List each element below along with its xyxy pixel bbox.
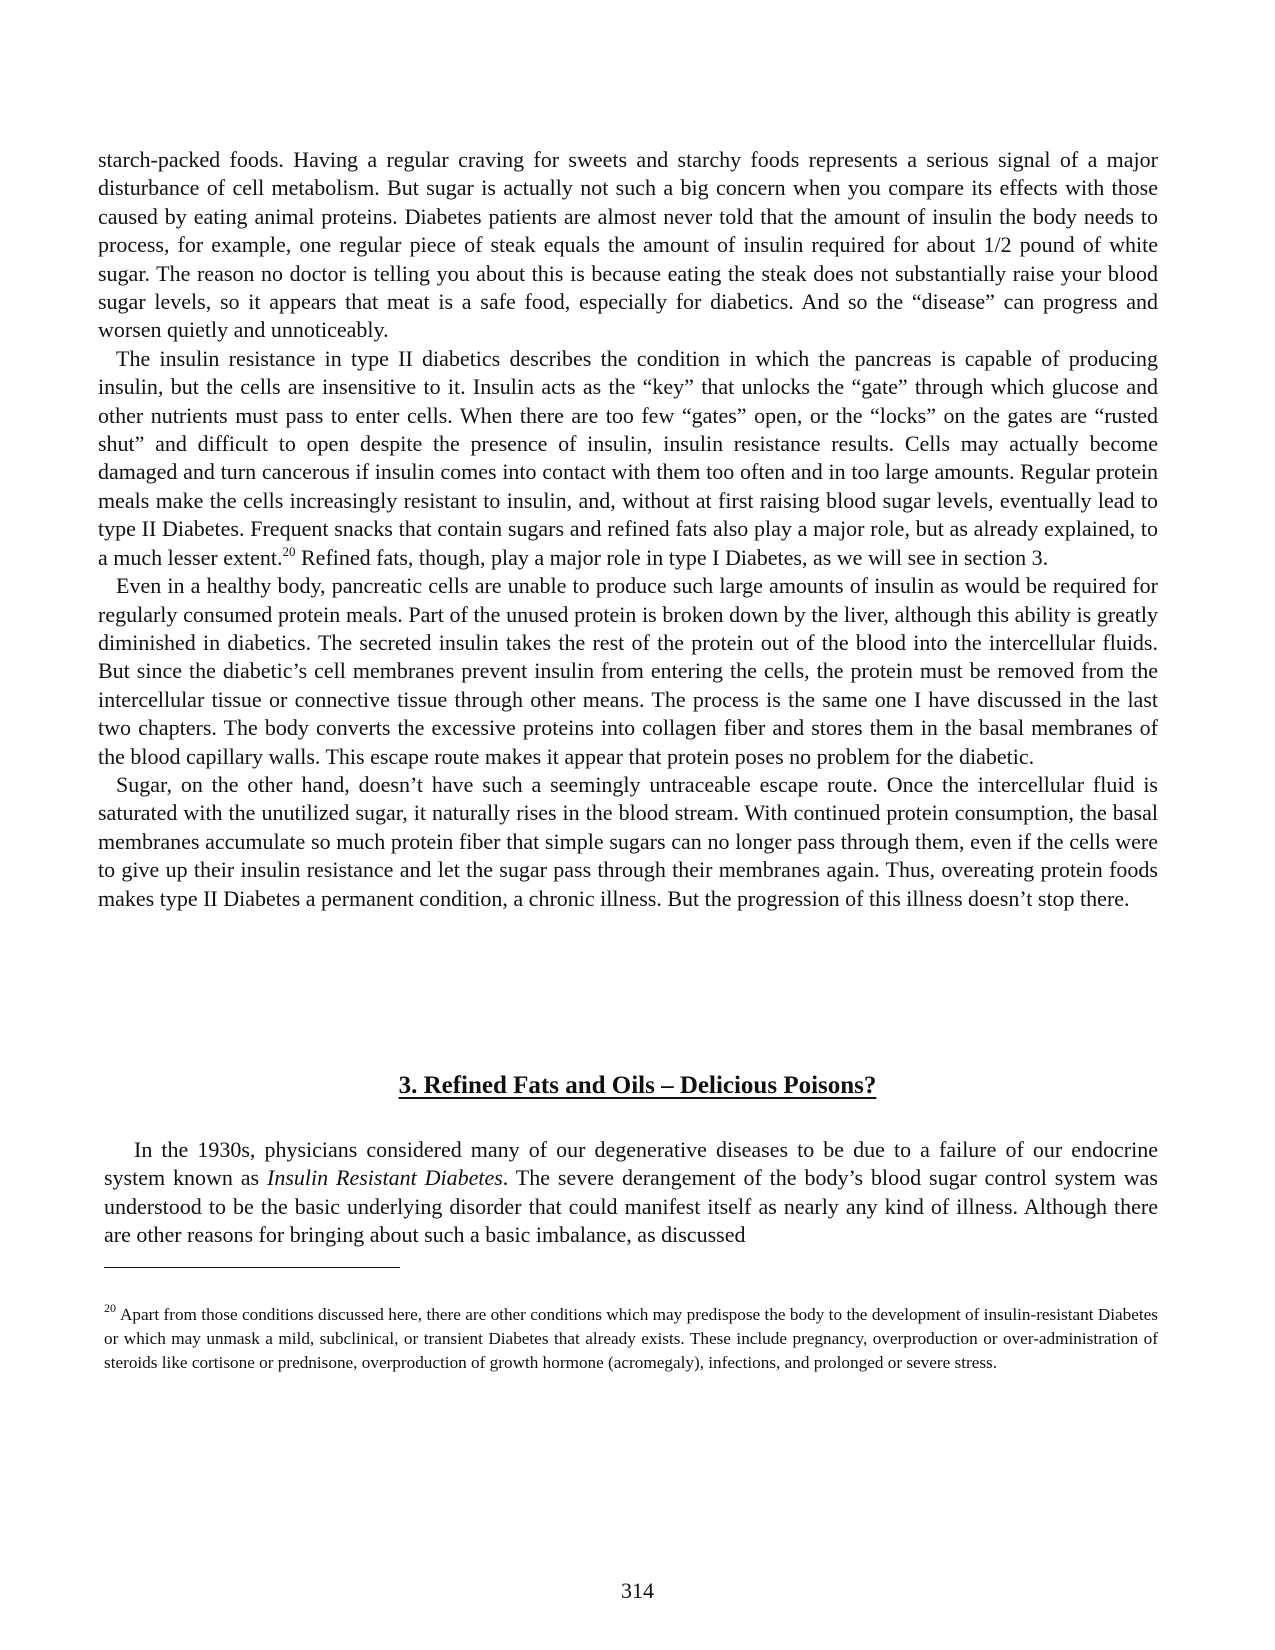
paragraph-text: The insulin resistance in type II diabetics describes the condition in which the pancreas is capable of producing insulin, but the cells are insensitive to it. Insulin acts as the “key” that unlocks the “gate” through which glucose and other nutrients must pass to enter cells. When there are too few “gates” open, or the “locks” on the gates are “rusted shut” and difficult to open despite the presence of insulin, insulin resistance results. Cells may actually become damaged and turn cancerous if insulin comes into contact with them too often and in too large amounts. Regular protein meals make the cells increasingly resistant to insulin, and, without at first raising blood sugar levels, eventually lead to type II Diabetes. Frequent snacks that contain sugars and refined fats also play a major role, but as already explained, to a much lesser extent. [98,345,1158,570]
paragraph-text: In the 1930s, physicians considered many of our degenerative diseases to be due to a failure of our endocrine system known as [104,1137,1158,1191]
italic-term: Insulin Resistant Diabetes [267,1165,503,1191]
footnote-text: Apart from those conditions discussed here, there are other conditions which may predispose the body to the development of insulin-resistant Diabetes or which may unmask a mild, subclinical, or transient Diabetes that already exists. These include pregnancy, overproduction or over-administration of steroids like cortisone or prednisone, overproduction of growth hormone (acromegaly), infections, and prolonged or severe stress. [104,1305,1158,1373]
paragraph-text: Refined fats, though, play a major role in type I Diabetes, as we will see in section 3. [295,544,1049,570]
footnote-number: 20 [104,1301,116,1315]
paragraph-text: . The severe derangement of the body’s blood sugar control system was understood to be the basic underlying disorder that could manifest itself as nearly any kind of illness. Although there are other reasons for bringing about such a basic imbalance, as discussed [104,1165,1158,1248]
paragraph-1930s [104,1136,1158,1250]
section-body-text [104,1136,1158,1250]
footnote [104,1303,1158,1376]
section-heading [0,1070,1275,1102]
section-heading-text: 3. Refined Fats and Oils – Delicious Poisons? [398,1072,877,1099]
paragraph-insulin-resistance [98,345,1158,572]
paragraph-sugar: Sugar, on the other hand, doesn’t have such a seemingly untraceable escape route. Once the intercellular fluid is saturated with the unutilized sugar, it naturally rises in the blood stream. With continued protein consumption, the basal membranes accumulate so much protein fiber that simple sugars can no longer pass through them, even if the cells were to give up their insulin resistance and let the sugar pass through their membranes again. Thus, overeating protein foods makes type II Diabetes a permanent condition, a chronic illness. But the progression of this illness doesn’t stop there. [98,771,1158,911]
paragraph-continued: starch-packed foods. Having a regular craving for sweets and starchy foods represents a serious signal of a major disturbance of cell metabolism. But sugar is actually not such a big concern when you compare its effects with those caused by eating animal proteins. Diabetes patients are almost never told that the amount of insulin the body needs to process, for example, one regular piece of steak equals the amount of insulin required for about 1/2 pound of white sugar. The reason no doctor is telling you about this is because eating the steak does not substantially raise your blood sugar levels, so it appears that meat is a safe food, especially for diabetics. And so the “disease” can progress and worsen quietly and unnoticeably. [98,147,1158,343]
page-number: 314 [621,1578,654,1603]
footnote-reference[interactable]: 20 [282,543,296,559]
paragraph-healthy-body: Even in a healthy body, pancreatic cells are unable to produce such large amounts of insulin as would be required for regularly consumed protein meals. Part of the unused protein is broken down by the liver, although this ability is greatly diminished in diabetics. The secreted insulin takes the rest of the protein out of the blood into the intercellular fluids. But since the diabetic’s cell membranes prevent insulin from entering the cells, the protein must be removed from the intercellular tissue or connective tissue through other means. The process is the same one I have discussed in the last two chapters. The body converts the excessive proteins into collagen fiber and stores them in the basal membranes of the blood capillary walls. This escape route makes it appear that protein poses no problem for the diabetic. [98,573,1158,769]
body-text-block [98,146,1158,913]
footnote-separator [104,1267,400,1268]
